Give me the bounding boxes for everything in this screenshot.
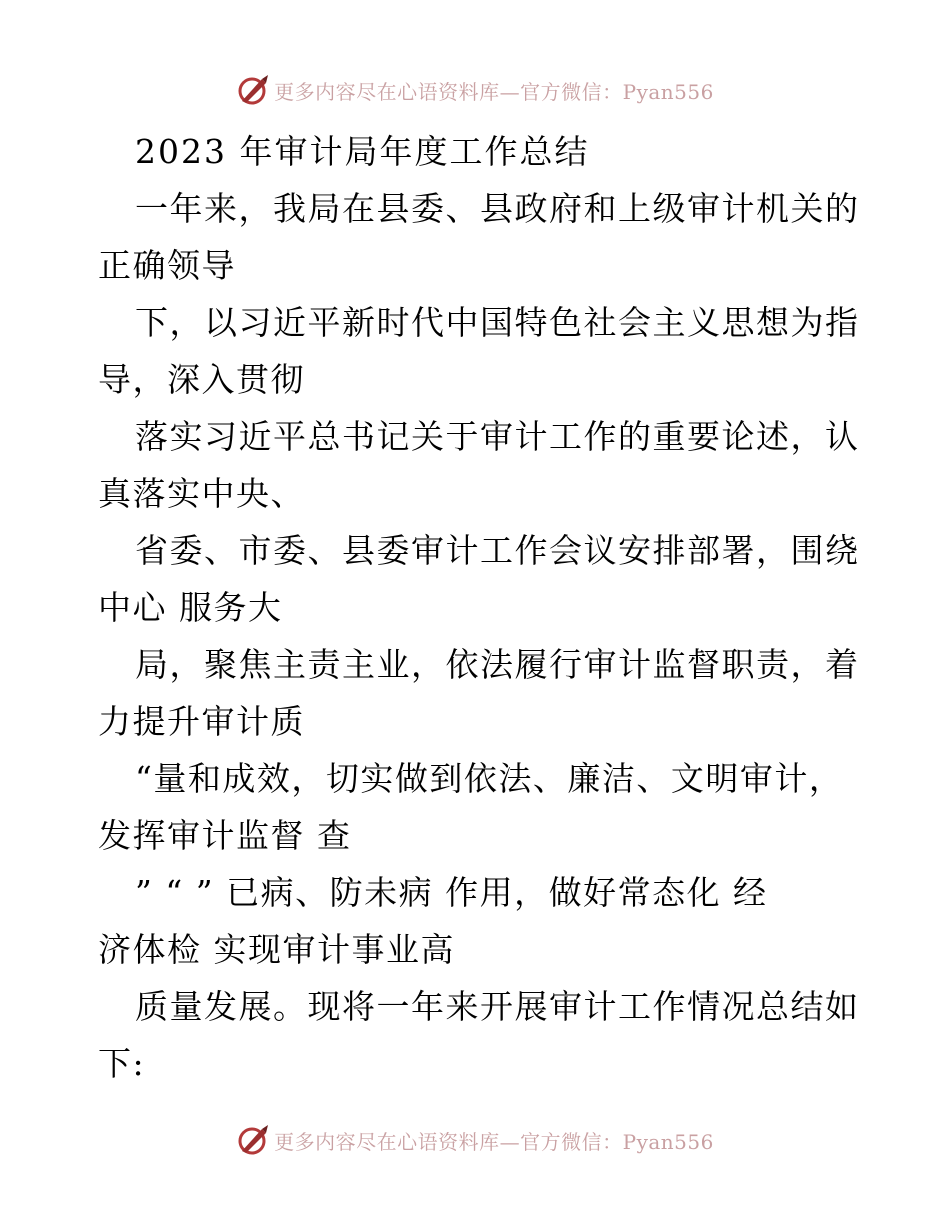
paragraph-line: 下，以习近平新时代中国特色社会主义思想为指 xyxy=(135,303,860,342)
watermark-header xyxy=(0,70,950,110)
document-body xyxy=(98,123,858,1092)
paragraph-line: 落实习近平总书记关于审计工作的重要论述，认 xyxy=(135,417,860,456)
watermark-footer xyxy=(0,1120,950,1160)
paragraph-line: 中心 服务大 xyxy=(98,588,283,627)
paragraph-line: 导，深入贯彻 xyxy=(98,360,305,399)
document-title: 2023 年审计局年度工作总结 xyxy=(135,132,590,171)
paragraph-line: 力提升审计质 xyxy=(98,702,305,741)
paragraph-line: 质量发展。现将一年来开展审计工作情况总结如 xyxy=(135,987,860,1026)
paragraph-line: ” “ ” 已病、防未病 作用，做好常态化 经 xyxy=(135,873,768,912)
paragraph-line: 正确领导 xyxy=(98,246,236,285)
paragraph-line: 济体检 实现审计事业高 xyxy=(98,930,455,969)
pen-logo-icon xyxy=(236,1123,270,1157)
watermark-text: 更多内容尽在心语资料库—官方微信：Pyan556 xyxy=(274,1129,714,1154)
paragraph-line: 真落实中央、 xyxy=(98,474,305,513)
watermark-text: 更多内容尽在心语资料库—官方微信：Pyan556 xyxy=(274,79,714,104)
paragraph-line: 省委、市委、县委审计工作会议安排部署，围绕 xyxy=(135,531,860,570)
paragraph-line: 发挥审计监督 查 xyxy=(98,816,352,855)
pen-logo-icon xyxy=(236,73,270,107)
paragraph-line: 下: xyxy=(98,1044,146,1083)
paragraph-line: “量和成效，切实做到依法、廉洁、文明审计， xyxy=(135,759,844,798)
paragraph-line: 局，聚焦主责主业，依法履行审计监督职责，着 xyxy=(135,645,860,684)
paragraph-line: 一年来，我局在县委、县政府和上级审计机关的 xyxy=(135,189,860,228)
